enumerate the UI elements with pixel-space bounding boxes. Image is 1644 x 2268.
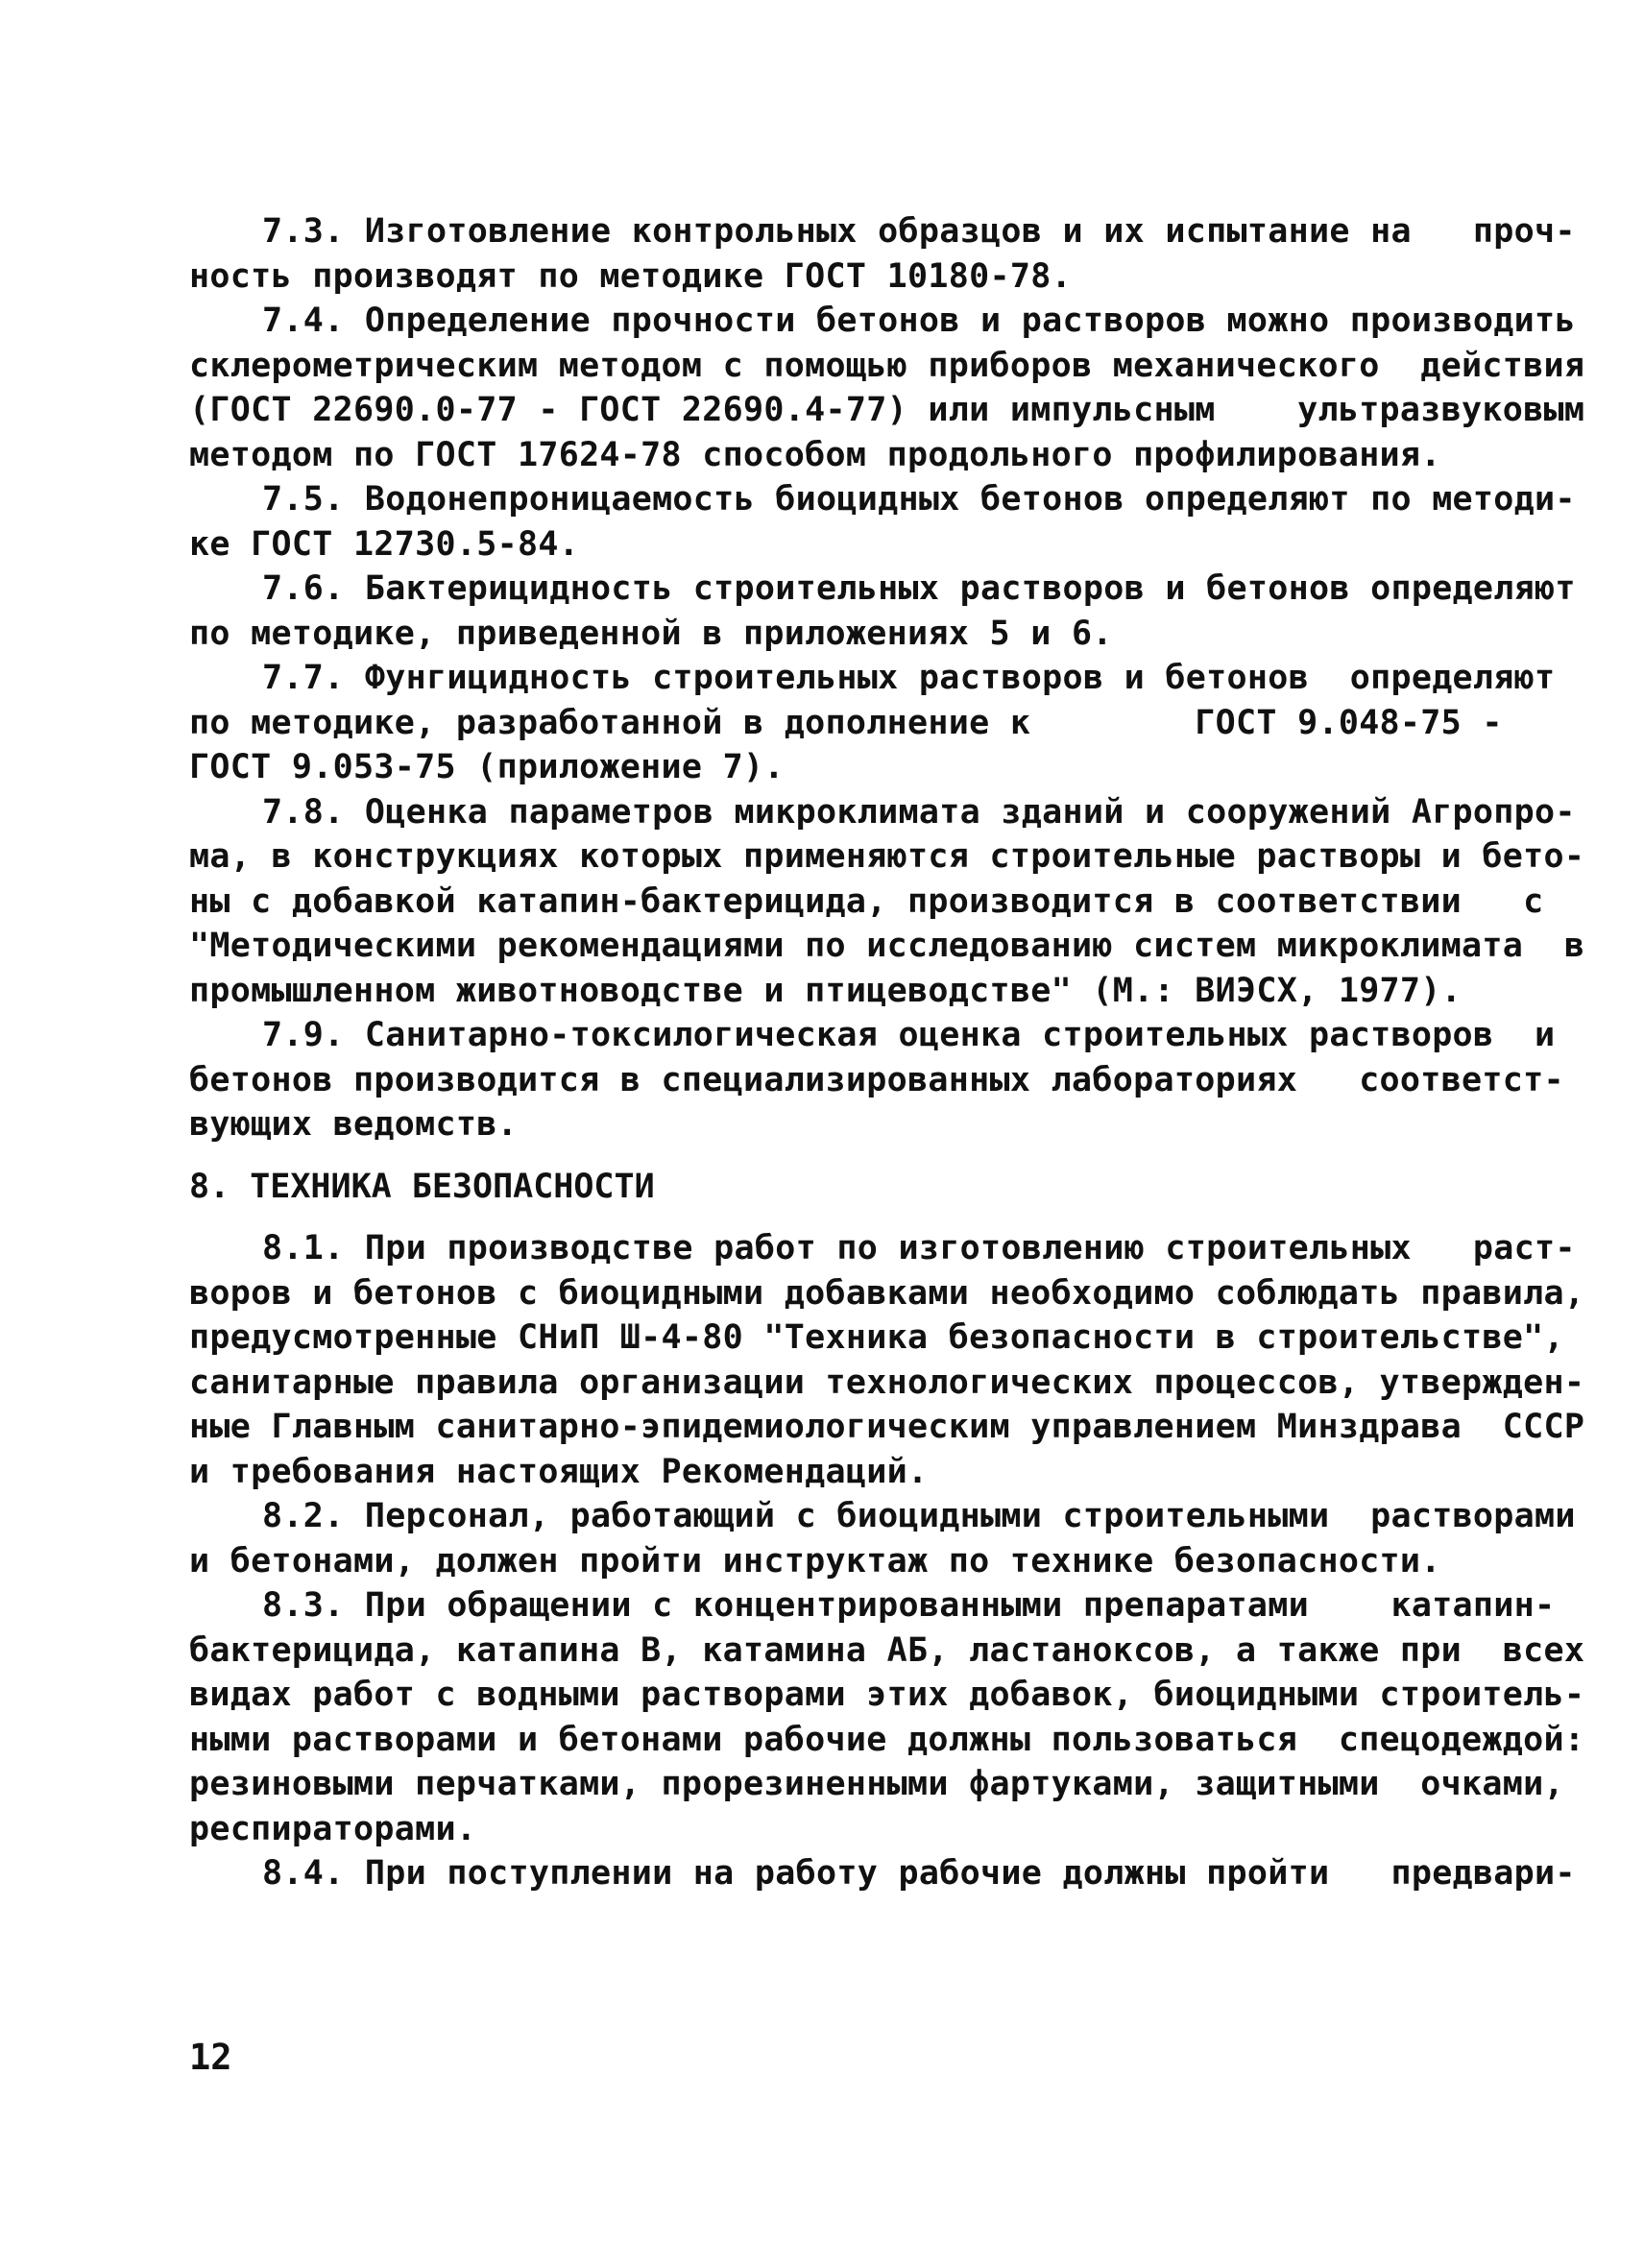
text-line: методом по ГОСТ 17624-78 способом продольного профилирования. bbox=[189, 435, 1441, 474]
text-line: ма, в конструкциях которых применяются строительные растворы и бето- bbox=[189, 837, 1585, 876]
text-line: 7.4. Определение прочности бетонов и растворов можно производить bbox=[262, 302, 1576, 340]
text-line: ные Главным санитарно-эпидемиологическим управлением Минздрава СССР bbox=[189, 1408, 1585, 1446]
text-line: и бетонами, должен пройти инструктаж по технике безопасности. bbox=[189, 1541, 1441, 1580]
text-line: бактерицида, катапина В, катамина АБ, ластаноксов, а также при всех bbox=[189, 1630, 1585, 1670]
text-line: по методике, приведенной в приложениях 5 и 6. bbox=[189, 614, 1113, 653]
text-line: ными растворами и бетонами рабочие должны пользоваться спецодеждой: bbox=[189, 1720, 1585, 1759]
text-line: 7.6. Бактерицидность строительных растворов и бетонов определяют bbox=[262, 569, 1576, 608]
text-line: 8.2. Персонал, работающий с биоцидными строительными растворами bbox=[262, 1497, 1576, 1535]
text-line: промышленном животноводстве и птицеводстве" (М.: ВИЭСХ, 1977). bbox=[189, 971, 1463, 1010]
text-line: и требования настоящих Рекомендаций. bbox=[189, 1452, 929, 1491]
text-line: склерометрическим методом с помощью приборов механического действия bbox=[189, 346, 1585, 385]
section-8-paragraphs bbox=[189, 1226, 1585, 1896]
text-line: ке ГОСТ 12730.5-84. bbox=[189, 524, 580, 564]
text-line: 8.3. При обращении с концентрированными препаратами катапин- bbox=[262, 1586, 1556, 1625]
text-line: 7.9. Санитарно-токсилогическая оценка строительных растворов и bbox=[262, 1016, 1556, 1054]
text-line: 8.1. При производстве работ по изготовлению строительных раст- bbox=[262, 1229, 1576, 1267]
text-line: предусмотренные СНиП Ш-4-80 "Техника безопасности в строительстве", bbox=[189, 1318, 1564, 1357]
text-line: по методике, разработанной в дополнение к ГОСТ 9.048-75 - bbox=[189, 703, 1503, 742]
text-line: 7.3. Изготовление контрольных образцов и их испытание на проч- bbox=[262, 212, 1576, 251]
text-line: резиновыми перчатками, прорезиненными фартуками, защитными очками, bbox=[189, 1765, 1564, 1803]
text-line: 7.7. Фунгицидность строительных растворов и бетонов определяют bbox=[262, 659, 1556, 697]
text-line: ГОСТ 9.053-75 (приложение 7). bbox=[189, 748, 785, 786]
text-line: 8.4. При поступлении на работу рабочие должны пройти предвари- bbox=[262, 1854, 1576, 1893]
section-7-paragraphs bbox=[189, 209, 1585, 1147]
page-number: 12 bbox=[189, 2037, 232, 2078]
text-line: вующих ведомств. bbox=[189, 1105, 518, 1144]
section-heading: 8. ТЕХНИКА БЕЗОПАСНОСТИ bbox=[189, 1167, 655, 1206]
text-line: воров и бетонов с биоцидными добавками необходимо соблюдать правила, bbox=[189, 1273, 1585, 1313]
text-line: "Методическими рекомендациями по исследованию систем микроклимата в bbox=[189, 927, 1585, 965]
text-line: бетонов производится в специализированных лабораториях соответст- bbox=[189, 1060, 1564, 1099]
body-text bbox=[189, 209, 1585, 1896]
text-line: ны с добавкой катапин-бактерицида, производится в соответствии с bbox=[189, 881, 1544, 921]
text-line: 7.5. Водонепроницаемость биоцидных бетонов определяют по методи- bbox=[262, 480, 1576, 519]
text-line: (ГОСТ 22690.0-77 - ГОСТ 22690.4-77) или импульсным ультразвуковым bbox=[189, 391, 1585, 429]
text-line: ность производят по методике ГОСТ 10180-78. bbox=[189, 256, 1072, 296]
text-line: санитарные правила организации технологических процессов, утвержден- bbox=[189, 1363, 1585, 1402]
text-line: видах работ с водными растворами этих добавок, биоцидными строитель- bbox=[189, 1676, 1585, 1714]
text-line: 7.8. Оценка параметров микроклимата зданий и сооружений Агропро- bbox=[262, 792, 1576, 832]
text-line: респираторами. bbox=[189, 1809, 477, 1848]
